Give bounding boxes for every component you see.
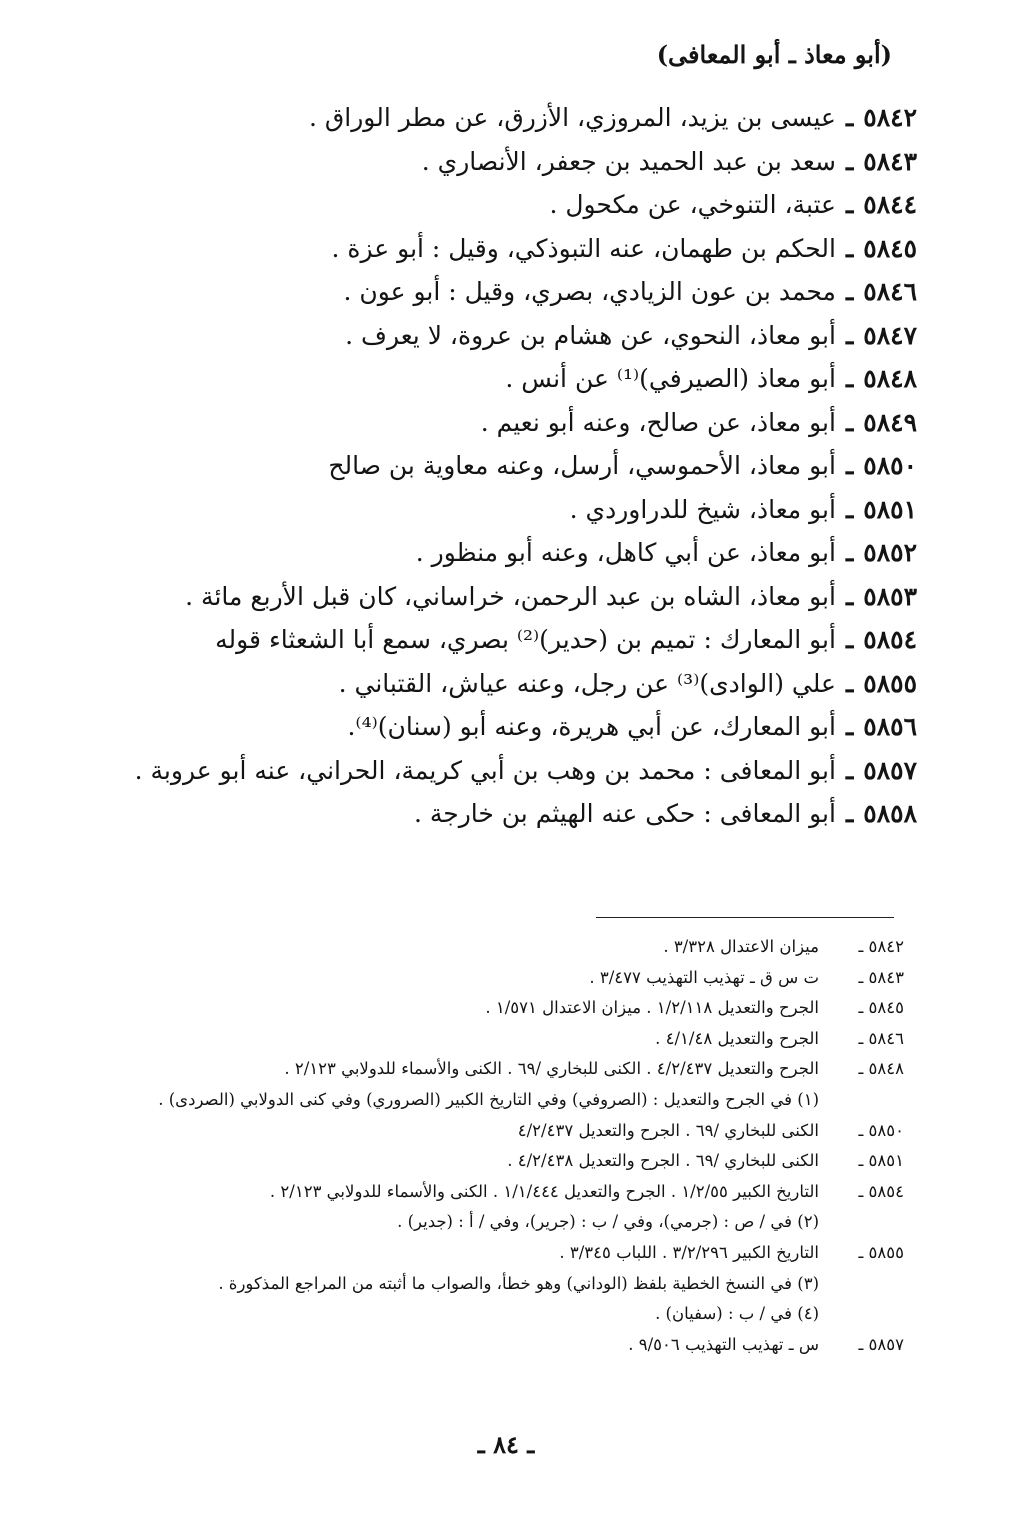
footnote-number <box>819 1299 904 1330</box>
footnote-row <box>104 1054 904 1085</box>
entry-row <box>67 96 917 140</box>
entry-text: علي (الوادى)⁽³⁾ عن رجل، وعنه عياش، القتباني . <box>338 668 836 698</box>
entry-dash: ـ <box>845 494 854 524</box>
entry-text: أبو معاذ، النحوي، عن هشام بن عروة، لا يعرف . <box>345 320 836 350</box>
footnote-text: ميزان الاعتدال ٣/٣٢٨ . <box>663 937 819 956</box>
footnote-row <box>104 1146 904 1177</box>
footnote-row <box>104 963 904 994</box>
entry-text: أبو المعارك، عن أبي هريرة، وعنه أبو (سنان)⁽⁴⁾. <box>347 712 836 741</box>
entry-text: أبو المعارك : تميم بن (حدير)⁽²⁾ بصري، سمع أبا الشعثاء قوله <box>215 625 836 654</box>
footnote-text: (٤) في / ب : (سفيان) . <box>655 1304 819 1324</box>
entry-dash: ـ <box>845 581 854 611</box>
entry-row <box>67 575 917 619</box>
footnote-text: الجرح والتعديل ٤/١/٤٨ . <box>655 1028 819 1048</box>
footnote-row <box>104 1177 904 1208</box>
footnote-row <box>104 1299 904 1330</box>
entry-number: ٥٨٥٧ <box>863 755 917 785</box>
entry-dash: ـ <box>845 451 854 480</box>
entry-text: أبو معاذ (الصيرفي)⁽¹⁾ عن أنس . <box>505 364 836 393</box>
footnote-number: ٥٨٥٤ ـ <box>858 1181 904 1201</box>
entry-row <box>67 792 917 836</box>
entry-row <box>67 444 917 488</box>
footnote-row <box>104 993 904 1024</box>
entry-number: ٥٨٤٩ <box>863 407 917 437</box>
entry-dash: ـ <box>845 364 854 393</box>
entry-number: ٥٨٤٦ <box>863 277 917 306</box>
footnote-text: الكنى للبخاري /٦٩ . الجرح والتعديل ٤/٢/٤٣٨ . <box>507 1151 819 1171</box>
entry-text: أبو معاذ، عن صالح، وعنه أبو نعيم . <box>480 407 836 437</box>
entry-row <box>67 749 917 793</box>
entry-number: ٥٨٤٤ <box>863 190 917 219</box>
footnote-row <box>104 1024 904 1055</box>
footnote-text: الجرح والتعديل ١/٢/١١٨ . ميزان الاعتدال ١/٥٧١ . <box>485 998 819 1018</box>
entry-text: أبو معاذ، شيخ للدراوردي . <box>569 494 836 524</box>
entry-text: أبو معاذ، الشاه بن عبد الرحمن، خراساني، كان قبل الأربع مائة . <box>185 581 836 611</box>
entry-number: ٥٨٥٢ <box>863 538 917 567</box>
footnote-number <box>819 1207 904 1238</box>
entry-text: عتبة، التنوخي، عن مكحول . <box>549 190 836 219</box>
entry-row <box>67 270 917 314</box>
entry-number: ٥٨٥٤ <box>863 625 917 654</box>
entry-number: ٥٨٥٣ <box>863 581 917 611</box>
entry-row <box>67 705 917 749</box>
entry-text: أبو معاذ، الأحموسي، أرسل، وعنه معاوية بن صالح <box>328 451 836 480</box>
entry-row <box>67 401 917 445</box>
entry-number: ٥٨٥٦ <box>863 712 917 741</box>
entry-row <box>67 488 917 532</box>
footnote-number: ٥٨٤٥ ـ <box>858 998 904 1018</box>
footnotes-list <box>104 932 904 1360</box>
entry-row <box>67 140 917 184</box>
entry-text: أبو معاذ، عن أبي كاهل، وعنه أبو منظور . <box>415 538 836 567</box>
entry-number: ٥٨٤٣ <box>863 146 917 176</box>
entries-list <box>67 96 917 836</box>
footnote-row <box>104 1238 904 1269</box>
entry-text: عيسى بن يزيد، المروزي، الأزرق، عن مطر الوراق . <box>309 103 836 132</box>
entry-number: ٥٨٤٨ <box>863 364 917 393</box>
entry-dash: ـ <box>845 190 854 219</box>
page-header: (أبو معاذ ـ أبو المعافى) <box>656 40 892 69</box>
footnote-row <box>104 932 904 963</box>
entry-row <box>67 618 917 662</box>
entry-dash: ـ <box>845 407 854 437</box>
entry-text: سعد بن عبد الحميد بن جعفر، الأنصاري . <box>421 146 836 176</box>
footnote-text: الجرح والتعديل ٤/٢/٤٣٧ . الكنى للبخاري /٦٩ . الكنى والأسماء للدولابي ٢/١٢٣ . <box>284 1059 819 1079</box>
footnote-separator <box>596 917 894 918</box>
entry-dash: ـ <box>845 625 854 654</box>
entry-number: ٥٨٥١ <box>863 494 917 524</box>
entry-number: ٥٨٥٨ <box>863 799 917 828</box>
footnote-number: ٥٨٤٢ ـ <box>858 937 904 956</box>
footnote-text: الكنى للبخاري /٦٩ . الجرح والتعديل ٤/٢/٤٣٧ <box>517 1120 819 1140</box>
footnote-text: التاريخ الكبير ١/٢/٥٥ . الجرح والتعديل ١/١/٤٤٤ . الكنى والأسماء للدولابي ٢/١٢٣ . <box>269 1181 819 1201</box>
footnote-number: ٥٨٤٨ ـ <box>858 1059 904 1079</box>
entry-text: محمد بن عون الزيادي، بصري، وقيل : أبو عون . <box>343 277 836 306</box>
entry-row <box>67 662 917 706</box>
entry-dash: ـ <box>845 320 854 350</box>
footnote-text: (٢) في / ص : (جرمي)، وفي / ب : (جرير)، وفي / أ : (جدير) . <box>397 1212 819 1232</box>
entry-dash: ـ <box>845 799 854 828</box>
entry-row <box>67 227 917 271</box>
entry-dash: ـ <box>845 668 854 698</box>
entry-dash: ـ <box>845 233 854 263</box>
entry-row <box>67 531 917 575</box>
footnote-number <box>819 1085 904 1116</box>
entry-dash: ـ <box>845 712 854 741</box>
footnote-row <box>104 1207 904 1238</box>
footnote-text: ت س ق ـ تهذيب التهذيب ٣/٤٧٧ . <box>589 967 819 987</box>
entry-number: ٥٨٥٥ <box>863 668 917 698</box>
entry-number: ٥٨٤٢ <box>863 103 917 132</box>
footnote-row <box>104 1116 904 1147</box>
footnote-row <box>104 1085 904 1116</box>
footnote-number: ٥٨٥١ ـ <box>858 1151 904 1171</box>
footnote-number: ٥٨٤٣ ـ <box>858 967 904 987</box>
footnote-number: ٥٨٥٠ ـ <box>858 1120 904 1140</box>
entry-dash: ـ <box>845 146 854 176</box>
page-number: ـ ٨٤ ـ <box>477 1430 535 1459</box>
footnote-row <box>104 1330 904 1361</box>
entry-row <box>67 357 917 401</box>
footnote-text: (٣) في النسخ الخطية بلفظ (الوداني) وهو خطأ، والصواب ما أثبته من المراجع المذكورة . <box>218 1273 819 1293</box>
entry-number: ٥٨٤٧ <box>863 320 917 350</box>
footnote-number: ٥٨٤٦ ـ <box>858 1028 904 1048</box>
entry-number: ٥٨٥٠ <box>863 451 917 480</box>
entry-dash: ـ <box>845 277 854 306</box>
entry-row <box>67 183 917 227</box>
footnote-number <box>819 1269 904 1300</box>
entry-text: الحكم بن طهمان، عنه التبوذكي، وقيل : أبو عزة . <box>331 233 836 263</box>
entry-text: أبو المعافى : محمد بن وهب بن أبي كريمة، الحراني، عنه أبو عروبة . <box>134 755 836 785</box>
entry-dash: ـ <box>845 103 854 132</box>
entry-row <box>67 314 917 358</box>
footnote-number: ٥٨٥٥ ـ <box>858 1242 904 1262</box>
entry-text: أبو المعافى : حكى عنه الهيثم بن خارجة . <box>413 799 836 828</box>
footnote-row <box>104 1269 904 1300</box>
entry-number: ٥٨٤٥ <box>863 233 917 263</box>
entry-dash: ـ <box>845 538 854 567</box>
entry-dash: ـ <box>845 755 854 785</box>
footnote-text: س ـ تهذيب التهذيب ٩/٥٠٦ . <box>628 1334 819 1354</box>
footnote-text: التاريخ الكبير ٣/٢/٢٩٦ . اللباب ٣/٣٤٥ . <box>559 1242 819 1262</box>
footnote-text: (١) في الجرح والتعديل : (الصروفي) وفي التاريخ الكبير (الصروري) وفي كنى الدولابي (الصردى) . <box>158 1089 819 1109</box>
footnote-number: ٥٨٥٧ ـ <box>858 1334 904 1354</box>
